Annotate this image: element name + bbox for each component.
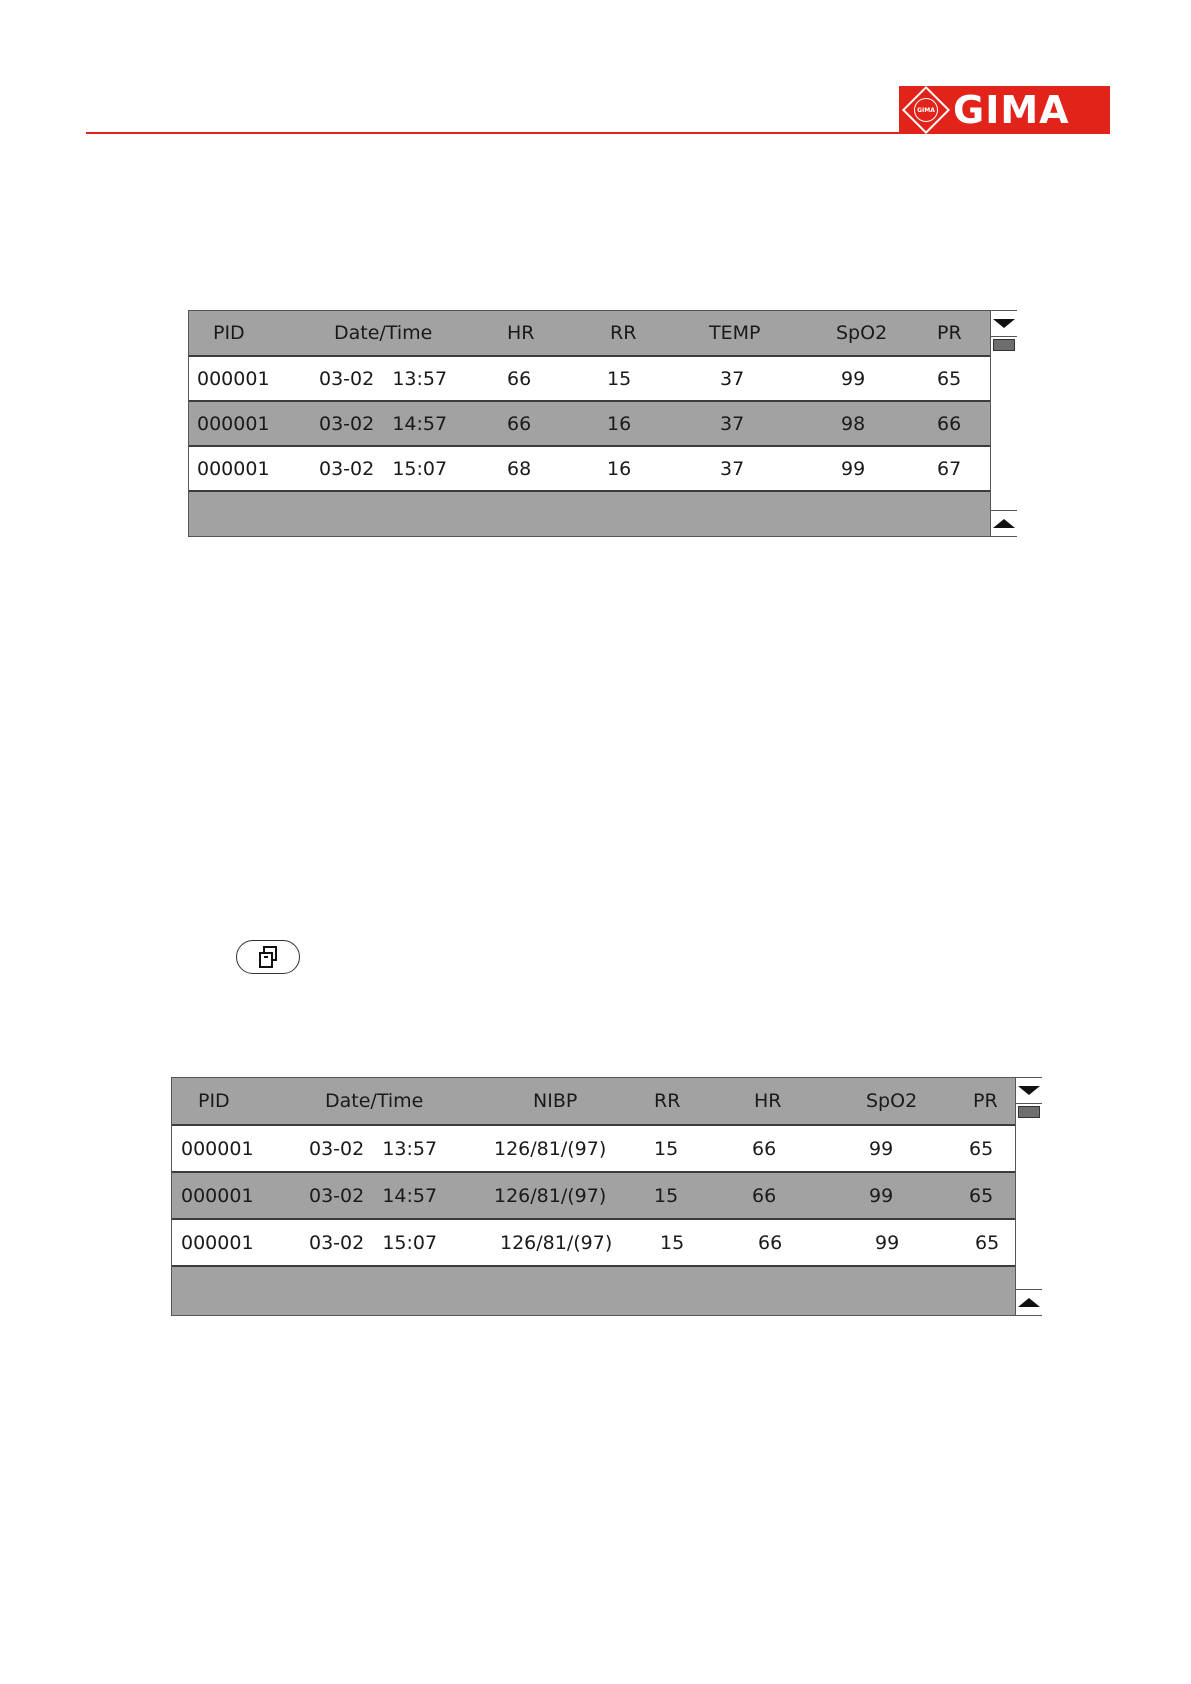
cell-temp: 37 [720,457,745,480]
cell-datetime: 03-02 14:57 [309,1184,438,1207]
cell-spo2: 99 [841,457,866,480]
triangle-up-icon [1018,1298,1040,1307]
cell-pr: 65 [937,367,962,390]
cell-hr: 66 [507,412,532,435]
cell-datetime: 03-02 13:57 [319,367,448,390]
table-footer [172,1267,1015,1315]
col-header-spo2: SpO2 [866,1090,918,1112]
cell-rr: 15 [654,1184,679,1207]
table-row[interactable] [172,1126,1015,1173]
gima-mark-icon: GIMA [902,86,950,134]
cell-hr: 66 [752,1184,777,1207]
trend-table-2 [171,1077,1042,1316]
cell-rr: 16 [607,412,632,435]
gima-logo [899,86,1110,134]
cell-rr: 15 [660,1231,685,1254]
cell-datetime: 03-02 15:07 [309,1231,438,1254]
cell-spo2: 99 [869,1184,894,1207]
cell-rr: 16 [607,457,632,480]
cell-temp: 37 [720,367,745,390]
col-header-hr: HR [754,1090,782,1112]
scroll-up-button[interactable] [991,311,1017,337]
table-header [189,311,990,357]
triangle-down-icon [993,319,1015,328]
scroll-down-button[interactable] [1016,1289,1042,1315]
table-row[interactable] [172,1173,1015,1220]
cell-hr: 66 [752,1137,777,1160]
copy-pages-icon[interactable] [236,940,300,974]
cell-spo2: 99 [875,1231,900,1254]
cell-pid: 000001 [197,367,270,390]
scroll-thumb[interactable] [993,339,1015,351]
scrollbar[interactable] [990,311,1017,536]
cell-nibp: 126/81/(97) [500,1231,613,1254]
cell-hr: 68 [507,457,532,480]
triangle-up-icon [993,519,1015,528]
col-header-nibp: NIBP [533,1090,578,1112]
col-header-rr: RR [610,322,637,344]
cell-pid: 000001 [197,412,270,435]
cell-pid: 000001 [181,1231,254,1254]
cell-pid: 000001 [181,1184,254,1207]
cell-spo2: 99 [841,367,866,390]
cell-pid: 000001 [181,1137,254,1160]
trend-table-1 [188,310,1017,537]
cell-temp: 37 [720,412,745,435]
table-row[interactable] [172,1220,1015,1267]
col-header-pr: PR [973,1090,998,1112]
cell-datetime: 03-02 13:57 [309,1137,438,1160]
cell-hr: 66 [758,1231,783,1254]
col-header-pid: PID [198,1090,230,1112]
cell-pr: 67 [937,457,962,480]
table-row[interactable] [189,447,990,492]
scroll-up-button[interactable] [1016,1078,1042,1104]
cell-pr: 65 [969,1184,994,1207]
col-header-temp: TEMP [709,322,761,344]
col-header-hr: HR [507,322,535,344]
table-row[interactable] [189,402,990,447]
triangle-down-icon [1018,1086,1040,1095]
table-footer [189,492,990,536]
cell-nibp: 126/81/(97) [494,1184,607,1207]
col-header-pr: PR [937,322,962,344]
cell-spo2: 99 [869,1137,894,1160]
table-header [172,1078,1015,1126]
scroll-down-button[interactable] [991,510,1017,536]
col-header-spo2: SpO2 [836,322,888,344]
cell-pr: 66 [937,412,962,435]
cell-datetime: 03-02 14:57 [319,412,448,435]
table-row[interactable] [189,357,990,402]
scroll-thumb[interactable] [1018,1106,1040,1118]
cell-pr: 65 [969,1137,994,1160]
cell-pid: 000001 [197,457,270,480]
cell-hr: 66 [507,367,532,390]
col-header-datetime: Date/Time [334,322,433,344]
scrollbar[interactable] [1015,1078,1042,1315]
col-header-rr: RR [654,1090,681,1112]
logo-text: GIMA [953,88,1070,132]
cell-pr: 65 [975,1231,1000,1254]
cell-rr: 15 [607,367,632,390]
col-header-datetime: Date/Time [325,1090,424,1112]
cell-datetime: 03-02 15:07 [319,457,448,480]
cell-nibp: 126/81/(97) [494,1137,607,1160]
cell-spo2: 98 [841,412,866,435]
cell-rr: 15 [654,1137,679,1160]
col-header-pid: PID [213,322,245,344]
